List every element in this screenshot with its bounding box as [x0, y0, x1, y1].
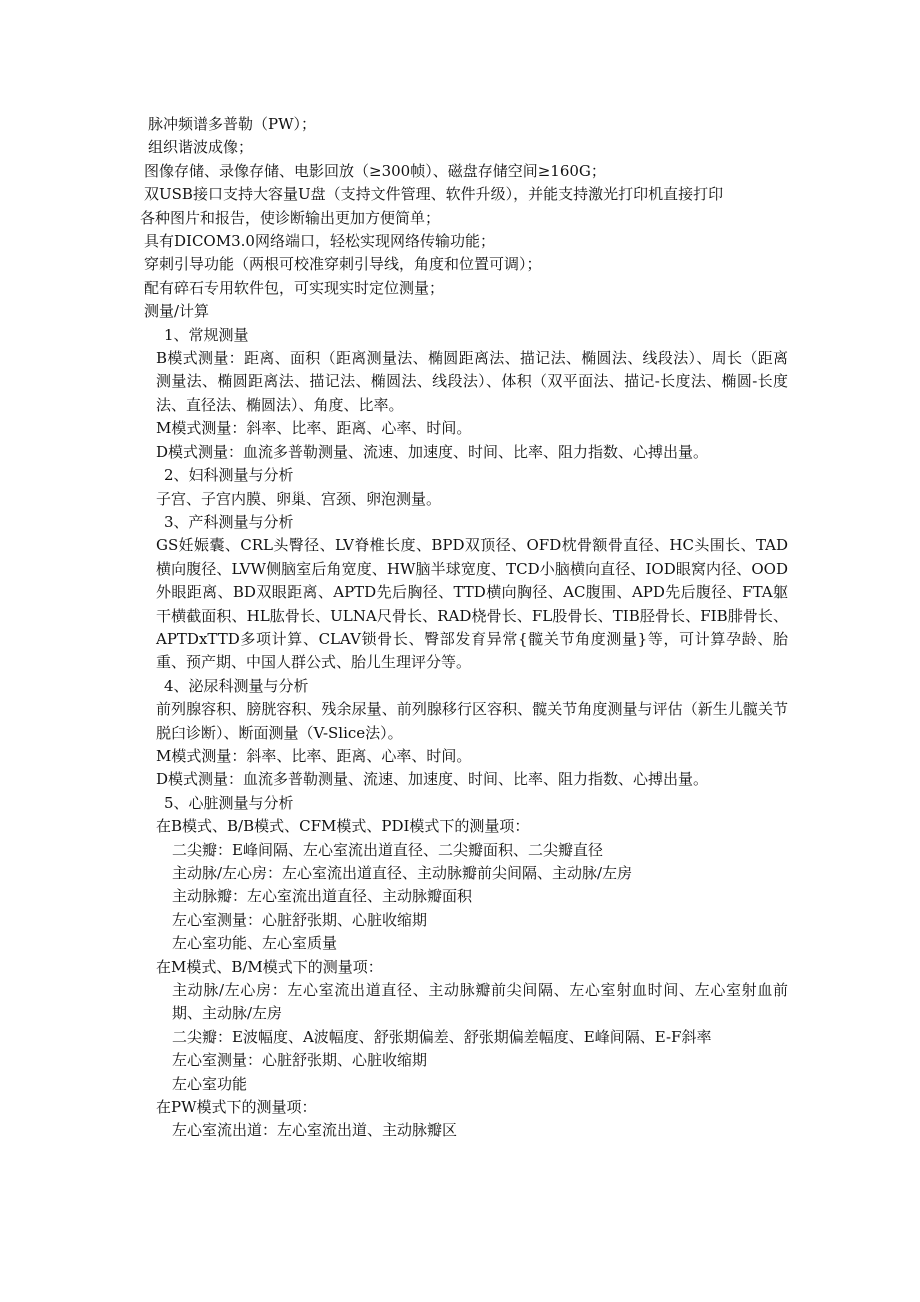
- text-line-d-mode: D模式测量：血流多普勒测量、流速、加速度、时间、比率、阻力指数、心搏出量。: [156, 442, 709, 461]
- document-body: [140, 113, 788, 1143]
- text-line-pw-mode-items: 在PW模式下的测量项：: [156, 1098, 317, 1117]
- subheading-urology: 4、泌尿科测量与分析: [164, 676, 309, 695]
- paragraph-b-mode: B模式测量：距离、面积（距离测量法、椭圆距离法、描记法、椭圆法、线段法）、周长（距离测量法、椭圆距离法、描记法、椭圆法、线段法）、体积（双平面法、描记-长度法、椭圆-长度法、直径法、椭圆法）、角度、比率。: [156, 349, 788, 414]
- subheading-general: 1、常规测量: [164, 325, 249, 344]
- text-line-m-mode-items: 在M模式、B/M模式下的测量项：: [156, 957, 383, 976]
- text-line-mitral: 二尖瓣：E峰间隔、左心室流出道直径、二尖瓣面积、二尖瓣直径: [172, 840, 603, 859]
- text-line-usb: 双USB接口支持大容量U盘（支持文件管理、软件升级），并能支持激光打印机直接打印: [144, 185, 724, 204]
- text-line-lv-function-mass: 左心室功能、左心室质量: [172, 934, 338, 953]
- text-line-lv-measure-m: 左心室测量：心脏舒张期、心脏收缩期: [172, 1051, 428, 1070]
- text-line-lithotripsy: 配有碎石专用软件包，可实现实时定位测量；: [144, 278, 445, 297]
- section-heading-measurement: 测量/计算: [144, 302, 210, 321]
- text-line-m-mode: M模式测量：斜率、比率、距离、心率、时间。: [156, 419, 472, 438]
- subheading-gynecology: 2、妇科测量与分析: [164, 466, 294, 485]
- subheading-cardiac: 5、心脏测量与分析: [164, 793, 294, 812]
- paragraph-obstetrics: GS妊娠囊、CRL头臀径、LV脊椎长度、BPD双顶径、OFD枕骨额骨直径、HC头围长、TAD横向腹径、LVW侧脑室后角宽度、HW脑半球宽度、TCD小脑横向直径、IOD眼窝内径、OOD外眼距离、BD双眼距离、APTD先后胸径、TTD横向胸径、AC腹围、APD先后腹径、FTA躯干横截面积、HL肱骨长、ULNA尺骨长、RAD桡骨长、FL股骨长、TIB胫骨长、FIB腓骨长、APTDxTTD多项计算、CLAV锁骨长、臀部发育异常{髋关节角度测量}等，可计算孕龄、胎重、预产期、中国人群公式、胎儿生理评分等。: [156, 536, 788, 672]
- text-line-lvot: 左心室流出道：左心室流出道、主动脉瓣区: [172, 1121, 458, 1140]
- text-line-puncture: 穿刺引导功能（两根可校准穿刺引导线，角度和位置可调）；: [144, 255, 542, 274]
- text-line-urology-m-mode: M模式测量：斜率、比率、距离、心率、时间。: [156, 746, 472, 765]
- text-line-lv-function: 左心室功能: [172, 1074, 248, 1093]
- text-line-urology-d-mode: D模式测量：血流多普勒测量、流速、加速度、时间、比率、阻力指数、心搏出量。: [156, 770, 709, 789]
- text-line-lv-measure: 左心室测量：心脏舒张期、心脏收缩期: [172, 910, 428, 929]
- text-line-usb-cont: 各种图片和报告，使诊断输出更加方便简单；: [140, 208, 441, 227]
- subheading-obstetrics: 3、产科测量与分析: [164, 512, 294, 531]
- text-line-harmonic: 组织谐波成像；: [148, 138, 254, 157]
- text-line-b-mode-items: 在B模式、B/B模式、CFM模式、PDI模式下的测量项：: [156, 817, 530, 836]
- text-line-gynecology: 子宫、子宫内膜、卵巢、宫颈、卵泡测量。: [156, 489, 442, 508]
- text-line-mitral-m: 二尖瓣：E波幅度、A波幅度、舒张期偏差、舒张期偏差幅度、E峰间隔、E-F斜率: [172, 1027, 712, 1046]
- text-line-storage: 图像存储、录像存储、电影回放（≥300帧）、磁盘存储空间≥160G；: [144, 161, 606, 180]
- paragraph-aorta-la-m: 主动脉/左心房：左心室流出道直径、主动脉瓣前尖间隔、左心室射血时间、左心室射血前期、主动脉/左房: [172, 981, 788, 1023]
- text-line-dicom: 具有DICOM3.0网络端口，轻松实现网络传输功能；: [144, 232, 495, 251]
- text-line-aortic-valve: 主动脉瓣：左心室流出道直径、主动脉瓣面积: [172, 887, 473, 906]
- text-line-pw: 脉冲频谱多普勒（PW）；: [148, 115, 317, 133]
- text-line-aorta-la: 主动脉/左心房：左心室流出道直径、主动脉瓣前尖间隔、主动脉/左房: [172, 864, 633, 882]
- paragraph-urology: 前列腺容积、膀胱容积、残余尿量、前列腺移行区容积、髋关节角度测量与评估（新生儿髋关节脱臼诊断）、断面测量（V-Slice法）。: [156, 700, 788, 742]
